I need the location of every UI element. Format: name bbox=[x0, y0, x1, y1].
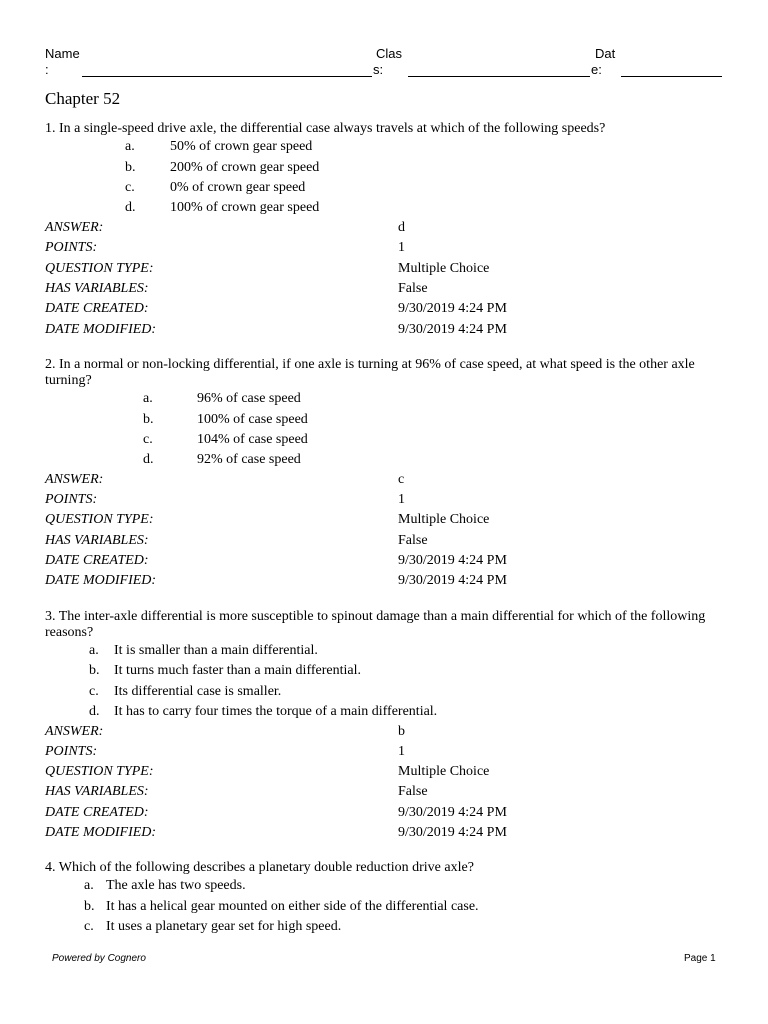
question-text: 4. Which of the following describes a planetary double reduction drive axle? bbox=[45, 860, 474, 875]
option-letter: a. bbox=[125, 139, 135, 154]
option bbox=[89, 663, 361, 679]
option bbox=[143, 432, 308, 448]
option bbox=[143, 391, 301, 407]
option-letter: d. bbox=[125, 200, 136, 215]
class-field[interactable] bbox=[408, 76, 590, 77]
has-variables-value: False bbox=[398, 784, 428, 799]
option bbox=[89, 684, 281, 700]
option bbox=[84, 919, 341, 935]
option bbox=[125, 139, 312, 155]
answer-key: ANSWER: bbox=[45, 220, 104, 235]
chapter-title: Chapter 52 bbox=[45, 89, 121, 108]
option-letter: c. bbox=[89, 684, 99, 699]
date-modified-value: 9/30/2019 4:24 PM bbox=[398, 573, 507, 588]
class-label-suffix: s: bbox=[373, 62, 384, 77]
question-type-value: Multiple Choice bbox=[398, 764, 490, 779]
date-created-value: 9/30/2019 4:24 PM bbox=[398, 805, 507, 820]
option-text: 50% of crown gear speed bbox=[170, 139, 313, 154]
option-text: 200% of crown gear speed bbox=[170, 160, 320, 175]
date-field[interactable] bbox=[621, 76, 722, 77]
option bbox=[89, 643, 318, 659]
option-text: It turns much faster than a main differential. bbox=[114, 663, 361, 678]
question-type-value: Multiple Choice bbox=[398, 512, 490, 527]
option-letter: b. bbox=[125, 160, 136, 175]
answer-value: b bbox=[398, 724, 405, 739]
question-type-key: QUESTION TYPE: bbox=[45, 512, 154, 527]
option-letter: c. bbox=[125, 180, 135, 195]
has-variables-key: HAS VARIABLES: bbox=[45, 533, 149, 548]
option bbox=[143, 412, 308, 428]
option bbox=[84, 878, 246, 894]
name-label-colon: : bbox=[45, 62, 49, 77]
option bbox=[143, 452, 301, 468]
option-letter: a. bbox=[143, 391, 153, 406]
option-text: 104% of case speed bbox=[197, 432, 308, 447]
option-text: It is smaller than a main differential. bbox=[114, 643, 318, 658]
has-variables-value: False bbox=[398, 533, 428, 548]
date-created-value: 9/30/2019 4:24 PM bbox=[398, 301, 507, 316]
question-type-key: QUESTION TYPE: bbox=[45, 764, 154, 779]
option-letter: d. bbox=[143, 452, 154, 467]
date-created-key: DATE CREATED: bbox=[45, 805, 149, 820]
date-created-key: DATE CREATED: bbox=[45, 301, 149, 316]
has-variables-key: HAS VARIABLES: bbox=[45, 281, 149, 296]
points-value: 1 bbox=[398, 240, 405, 255]
answer-value: c bbox=[398, 472, 405, 487]
option-letter: b. bbox=[89, 663, 100, 678]
option bbox=[125, 180, 305, 196]
question-type-key: QUESTION TYPE: bbox=[45, 261, 154, 276]
option-text: It has a helical gear mounted on either side of the differential case. bbox=[106, 899, 479, 914]
date-modified-value: 9/30/2019 4:24 PM bbox=[398, 825, 507, 840]
option-text: 100% of case speed bbox=[197, 412, 308, 427]
option-text: 100% of crown gear speed bbox=[170, 200, 320, 215]
date-modified-value: 9/30/2019 4:24 PM bbox=[398, 322, 507, 337]
option bbox=[89, 704, 437, 720]
footer-powered-by: Powered by Cognero bbox=[52, 953, 146, 964]
answer-value: d bbox=[398, 220, 405, 235]
has-variables-value: False bbox=[398, 281, 428, 296]
footer-page-number: Page 1 bbox=[684, 953, 716, 964]
has-variables-key: HAS VARIABLES: bbox=[45, 784, 149, 799]
option-text: It uses a planetary gear set for high speed. bbox=[106, 919, 342, 934]
option-letter: c. bbox=[84, 919, 94, 934]
date-created-value: 9/30/2019 4:24 PM bbox=[398, 553, 507, 568]
date-label: Dat bbox=[595, 46, 616, 61]
option-letter: a. bbox=[84, 878, 94, 893]
question-text: 3. The inter-axle differential is more susceptible to spinout damage than a main differential for which of the following reasons? bbox=[45, 609, 706, 640]
points-key: POINTS: bbox=[45, 240, 98, 255]
option-text: 96% of case speed bbox=[197, 391, 301, 406]
points-key: POINTS: bbox=[45, 492, 98, 507]
class-label: Clas bbox=[376, 46, 403, 61]
option-text: The axle has two speeds. bbox=[106, 878, 246, 893]
option-letter: a. bbox=[89, 643, 99, 658]
option-letter: c. bbox=[143, 432, 153, 447]
option-text: 0% of crown gear speed bbox=[170, 180, 306, 195]
date-created-key: DATE CREATED: bbox=[45, 553, 149, 568]
option-letter: b. bbox=[143, 412, 154, 427]
option-letter: d. bbox=[89, 704, 100, 719]
name-label: Name bbox=[45, 46, 80, 61]
date-modified-key: DATE MODIFIED: bbox=[45, 322, 157, 337]
option bbox=[125, 200, 319, 216]
points-value: 1 bbox=[398, 492, 405, 507]
option-letter: b. bbox=[84, 899, 95, 914]
option-text: It has to carry four times the torque of a main differential. bbox=[114, 704, 438, 719]
answer-key: ANSWER: bbox=[45, 472, 104, 487]
points-key: POINTS: bbox=[45, 744, 98, 759]
date-modified-key: DATE MODIFIED: bbox=[45, 825, 157, 840]
date-label-suffix: e: bbox=[591, 62, 602, 77]
option bbox=[125, 160, 319, 176]
option-text: 92% of case speed bbox=[197, 452, 301, 467]
option bbox=[84, 899, 479, 915]
date-modified-key: DATE MODIFIED: bbox=[45, 573, 157, 588]
question-text: 2. In a normal or non-locking differential, if one axle is turning at 96% of case speed, at what speed is the other axle turning? bbox=[45, 357, 695, 388]
question-type-value: Multiple Choice bbox=[398, 261, 490, 276]
name-field[interactable] bbox=[82, 76, 372, 77]
points-value: 1 bbox=[398, 744, 405, 759]
question-text: 1. In a single-speed drive axle, the differential case always travels at which of the following speeds? bbox=[45, 121, 606, 136]
answer-key: ANSWER: bbox=[45, 724, 104, 739]
option-text: Its differential case is smaller. bbox=[114, 684, 282, 699]
